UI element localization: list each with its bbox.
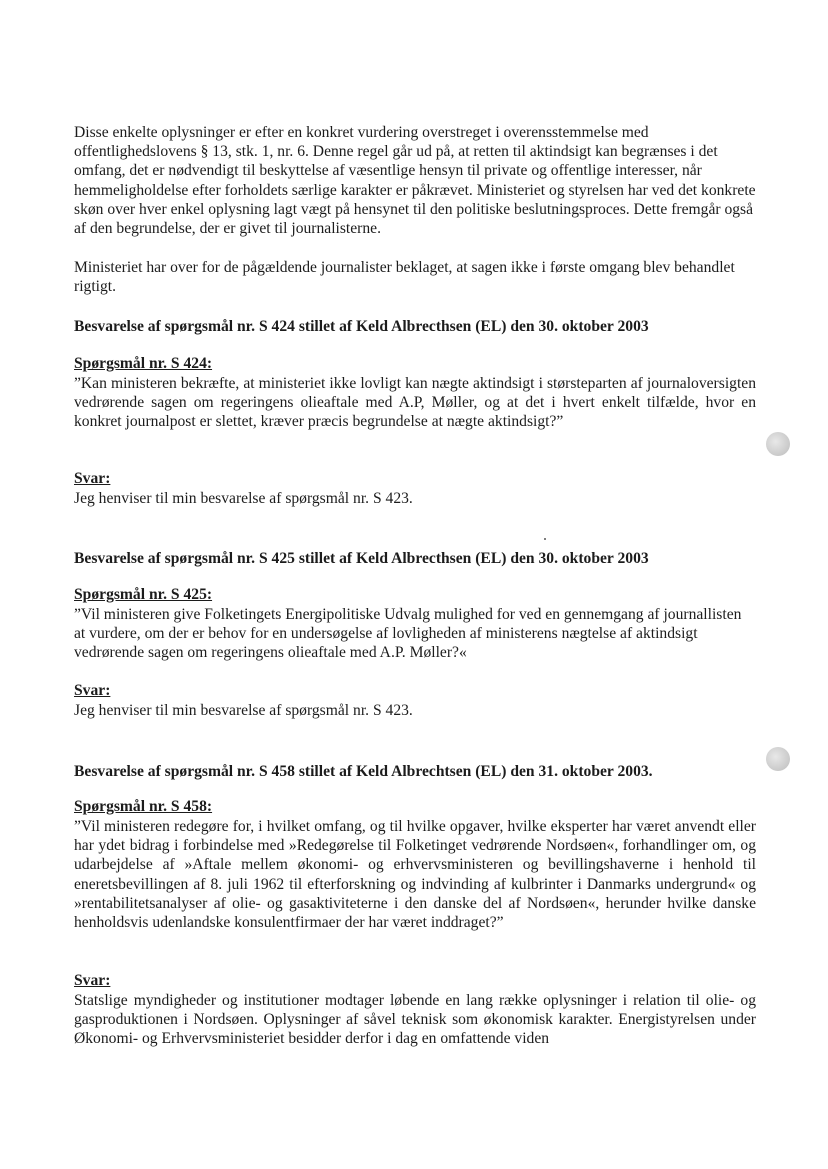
question-text-s425: ”Vil ministeren give Folketingets Energipolitiske Udvalg mulighed for ved en gennemgang af journallisten at vurdere, om der er behov for en undersøgelse af lovligheden af ministerens nægtelse af aktindsigt vedrørende sagen om regeringens olieaftale med A.P. Møller?« bbox=[74, 606, 742, 662]
answer-label-s458: Svar: bbox=[74, 972, 111, 989]
answer-text-s424: Jeg henviser til min besvarelse af spørgsmål nr. S 423. bbox=[74, 490, 413, 507]
answer-text-s425: Jeg henviser til min besvarelse af spørgsmål nr. S 423. bbox=[74, 702, 413, 719]
answer-text-s458: Statslige myndigheder og institutioner modtager løbende en lang række oplysninger i relation til olie- og gasproduktionen i Nordsøen. Oplysninger af såvel teknisk som økonomisk karakter. Energistyrelsen under Økonomi- og Erhvervsministeriet besidder derfor i dag en omfattende viden bbox=[74, 992, 756, 1048]
answer-label-s425: Svar: bbox=[74, 682, 111, 699]
scan-speck bbox=[544, 538, 546, 540]
question-text-s458: ”Vil ministeren redegøre for, i hvilket omfang, og til hvilke opgaver, hvilke eksperter har været anvendt eller har ydet bidrag i forbindelse med »Redegørelse til Folketinget vedrørende Nordsøen«, forhandlinger om, og udarbejdelse af »Aftale mellem økonomi- og erhvervsministeren og bevillingshaverne i henhold til eneretsbevillingen af 8. juli 1962 til efterforskning og indvinding af kulbrinter i Danmarks undergrund« og »rentabilitetsanalyser af olie- og gasaktiviteterne i den danske del af Nordsøen«, herunder hvilke danske henholdsvis udenlandske konsulentfirmaer der har været inddraget?” bbox=[74, 818, 756, 932]
question-text-s424: ”Kan ministeren bekræfte, at ministeriet ikke lovligt kan nægte aktindsigt i størsteparten af journaloversigten vedrørende sagen om regeringens olieaftale med A.P, Møller, og at det i hvert enkelt tilfælde, hvor en konkret journalpost er slettet, kræver præcis begrundelse at nægte aktindsigt?” bbox=[74, 375, 756, 431]
question-label-s425: Spørgsmål nr. S 425: bbox=[74, 586, 213, 603]
intro-paragraph-1: Disse enkelte oplysninger er efter en konkret vurdering overstreget i overensstemmelse med offentlighedslovens § 13, stk. 1, nr. 6. Denne regel går ud på, at retten til aktindsigt kan begrænses i det omfang, det er nødvendigt til beskyttelse af væsentlige hensyn til private og offentlige interesser, når hemmeligholdelse efter forholdets særlige karakter er påkrævet. Ministeriet og styrelsen har ved det konkrete skøn over hver enkel oplysning lagt vægt på hensynet til den politiske beslutningsproces. Dette fremgår også af den begrundelse, der er givet til journalisterne. bbox=[74, 124, 756, 238]
punch-hole-mark bbox=[766, 432, 790, 456]
punch-hole-mark bbox=[766, 747, 790, 771]
answer-label-s424: Svar: bbox=[74, 470, 111, 487]
question-label-s424: Spørgsmål nr. S 424: bbox=[74, 355, 213, 372]
section-heading-s458: Besvarelse af spørgsmål nr. S 458 stillet af Keld Albrechtsen (EL) den 31. oktober 2003. bbox=[74, 763, 653, 780]
question-label-s458: Spørgsmål nr. S 458: bbox=[74, 798, 213, 815]
intro-paragraph-2: Ministeriet har over for de pågældende journalister beklaget, at sagen ikke i første omgang blev behandlet rigtigt. bbox=[74, 259, 735, 296]
section-heading-s425: Besvarelse af spørgsmål nr. S 425 stillet af Keld Albrecthsen (EL) den 30. oktober 2003 bbox=[74, 550, 649, 567]
section-heading-s424: Besvarelse af spørgsmål nr. S 424 stillet af Keld Albrecthsen (EL) den 30. oktober 2003 bbox=[74, 318, 649, 335]
